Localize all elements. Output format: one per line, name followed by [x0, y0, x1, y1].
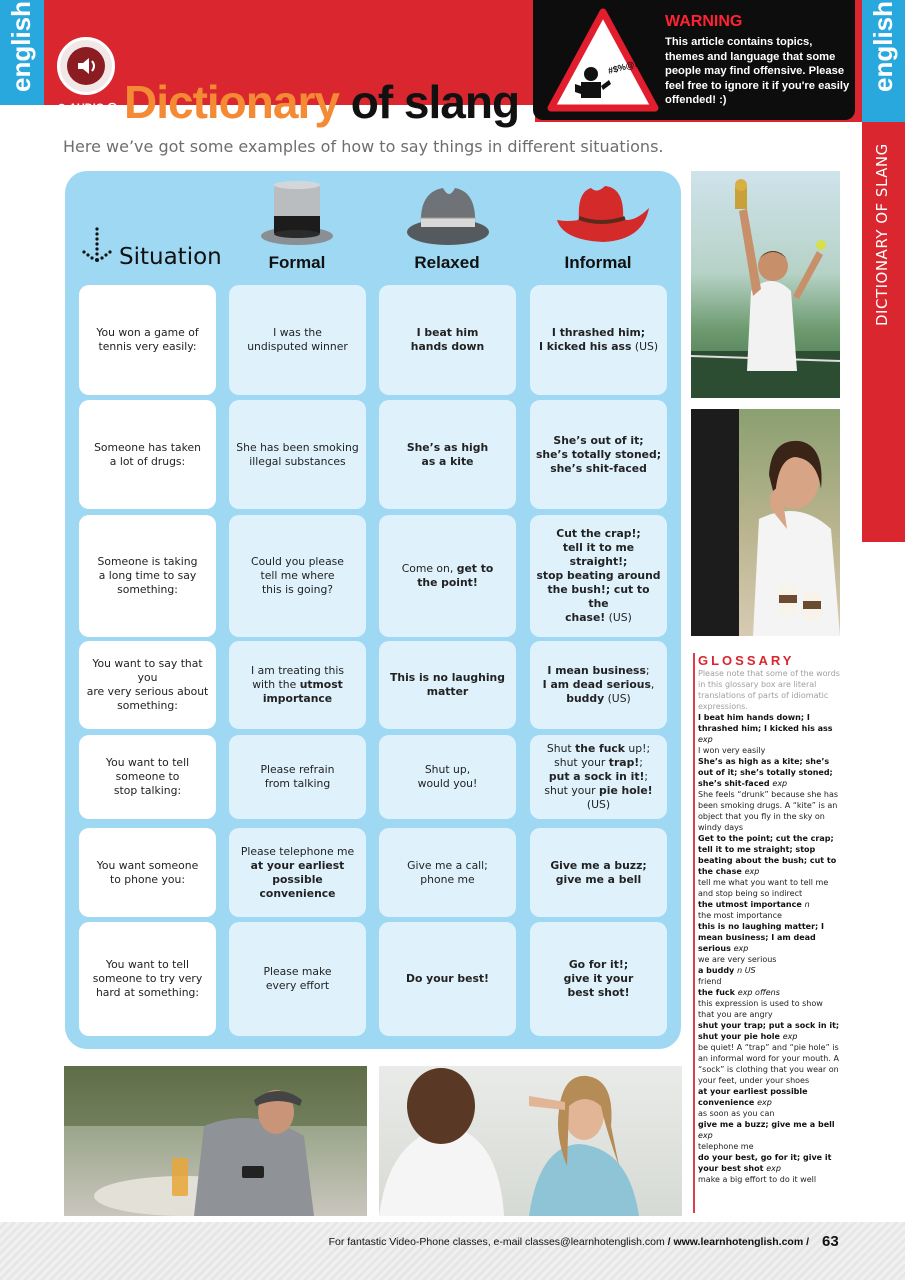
cell-segment: ;	[644, 770, 649, 783]
cell-segment: give it your	[563, 972, 634, 985]
situation-cell-text	[85, 657, 210, 713]
warning-text: This article contains topics, themes and language that some people may find offensive. Please feel free to ignore it if you're easily offended! :)	[665, 36, 850, 106]
cell-line	[402, 562, 494, 576]
cell-line	[539, 326, 658, 340]
cell-segment: best shot!	[567, 986, 630, 999]
relaxed-cell	[379, 735, 516, 819]
relaxed-cell	[379, 828, 516, 917]
cell-line	[251, 555, 344, 569]
cowboy-hat-icon	[553, 180, 653, 250]
glossary-abbreviation: exp	[698, 735, 713, 744]
cell-line	[85, 657, 210, 685]
magazine-logo-left	[0, 0, 44, 122]
situation-cell-text	[93, 958, 203, 1000]
cell-segment: ,	[650, 678, 655, 691]
cell-segment: something:	[117, 583, 178, 596]
glossary-definition: be quiet! A “trap” and “pie hole” is an informal word for your mouth. A “sock” is clothing that you wear on your feet, under your shoes	[698, 1043, 839, 1085]
cell-segment: I am treating this	[251, 664, 344, 677]
situation-cell	[79, 922, 216, 1036]
cell-segment: Could you please	[251, 555, 344, 568]
cell-line	[418, 763, 478, 777]
cell-segment: Please telephone me	[240, 844, 355, 858]
cell-segment: Please refrain	[260, 763, 335, 776]
cell-segment: She has been smoking	[236, 440, 359, 454]
formal-cell-text	[235, 845, 360, 901]
formal-cell	[229, 285, 366, 395]
cell-segment: to phone you:	[110, 872, 185, 886]
cell-segment: someone to try very	[92, 972, 203, 985]
title-part-1: Dictionary	[124, 76, 339, 128]
cell-line	[564, 972, 634, 986]
glossary-term-text: the utmost importance	[698, 900, 802, 909]
cell-line	[543, 664, 655, 678]
glossary-definition: friend	[698, 977, 722, 986]
cell-line	[98, 555, 198, 569]
cell-line	[550, 859, 646, 873]
audio-button[interactable]	[57, 37, 115, 95]
cell-line	[536, 742, 661, 756]
cell-segment: undisputed winner	[247, 340, 348, 353]
cell-segment: chase!	[565, 611, 606, 624]
bored-woman-photo	[691, 409, 840, 636]
cell-line	[96, 326, 198, 340]
relaxed-cell-text	[411, 326, 484, 354]
cell-line	[106, 770, 189, 784]
cell-segment: this is going?	[261, 583, 334, 596]
glossary-term	[698, 987, 840, 998]
cell-segment: You won a game of	[96, 326, 199, 339]
cell-line	[235, 845, 360, 859]
page-title	[124, 76, 519, 128]
glossary-entries	[698, 712, 840, 1185]
glossary-note: Please note that some of the words in this glossary box are literal translations of parts of idiomatic expressions.	[698, 669, 840, 711]
informal-cell	[530, 641, 667, 729]
cell-line	[97, 859, 198, 873]
cell-segment: at your earliest	[250, 858, 345, 872]
cell-line	[536, 611, 661, 625]
informal-cell-text	[539, 326, 658, 354]
informal-cell	[530, 828, 667, 917]
relaxed-cell-text	[407, 441, 488, 469]
logo-text: english	[6, 0, 36, 92]
glossary-term	[698, 1119, 840, 1141]
cell-line	[536, 583, 661, 611]
glossary-term-text: shut your trap; put a sock in it; shut your pie hole	[698, 1021, 840, 1041]
glossary-abbreviation: exp	[782, 1032, 798, 1041]
cell-line	[543, 692, 655, 706]
cell-line	[236, 455, 358, 469]
footer-contact: For fantastic Video-Phone classes, e-mail classes@learnhotenglish.com	[328, 1236, 665, 1248]
cell-segment: utmost	[299, 678, 343, 691]
cell-segment: hard at something:	[95, 986, 200, 999]
cell-line	[98, 569, 198, 583]
cell-segment: pie hole!	[599, 784, 653, 797]
cell-segment: someone to	[115, 770, 180, 783]
cell-line	[247, 340, 348, 354]
side-section-label: DICTIONARY OF SLANG	[873, 143, 891, 326]
arguing-women-photo	[379, 1066, 682, 1216]
cell-line	[93, 986, 203, 1000]
cell-segment: every effort	[265, 979, 330, 992]
formal-cell	[229, 515, 366, 637]
cell-line	[247, 326, 348, 340]
tennis-player-photo	[691, 171, 840, 398]
cell-segment: from talking	[264, 777, 331, 790]
glossary-term-text: a buddy	[698, 966, 735, 975]
cell-line	[407, 441, 488, 455]
formal-cell-text	[263, 965, 331, 993]
cell-segment: Give me a buzz;	[550, 858, 647, 872]
glossary-definition: tell me what you want to tell me and stop being so indirect	[698, 878, 829, 898]
informal-cell-text	[536, 527, 661, 625]
cell-line	[390, 671, 505, 685]
cell-segment: give me a bell	[555, 872, 642, 886]
headphones-icon: ☊	[107, 102, 118, 114]
cell-line	[93, 958, 203, 972]
cell-line	[236, 441, 358, 455]
cell-segment: I beat him	[416, 326, 479, 339]
glossary-term	[698, 965, 840, 976]
cell-line	[97, 873, 198, 887]
cell-segment: she’s totally stoned;	[536, 447, 662, 461]
informal-cell	[530, 735, 667, 819]
glossary-term-text: at your earliest possible convenience	[698, 1087, 808, 1107]
formal-cell-text	[251, 664, 344, 706]
cell-line	[536, 462, 661, 476]
formal-cell-text	[236, 441, 358, 469]
cell-line	[85, 685, 210, 699]
cell-line	[550, 873, 646, 887]
footer	[0, 1222, 905, 1280]
cell-line	[93, 972, 203, 986]
cell-line	[536, 527, 661, 541]
cell-segment: You want someone	[96, 858, 199, 872]
situation-cell	[79, 828, 216, 917]
formal-column-header: Formal	[268, 253, 326, 272]
cell-segment: You want to tell	[105, 756, 190, 769]
audio-label-text: AUDIO	[68, 102, 105, 114]
man-with-phone-photo	[64, 1066, 367, 1216]
cell-line	[536, 569, 661, 583]
cell-line	[251, 678, 344, 692]
situation-column-header: Situation	[119, 244, 222, 270]
formal-cell-text	[247, 326, 348, 354]
situation-cell	[79, 735, 216, 819]
cell-line	[536, 756, 661, 770]
title-part-2: of slang	[350, 76, 520, 128]
cell-segment: get to	[456, 562, 494, 575]
cell-line	[406, 972, 489, 986]
cell-segment: hands down	[410, 340, 485, 353]
glossary-term	[698, 921, 840, 954]
glossary-definition: as soon as you can	[698, 1109, 775, 1118]
formal-cell	[229, 828, 366, 917]
cell-line	[263, 979, 331, 993]
cell-segment: Come on,	[401, 562, 457, 575]
cell-segment: I am dead serious	[542, 678, 651, 691]
cell-segment: You want to say that you	[92, 657, 203, 684]
glossary-term	[698, 712, 840, 745]
cell-segment: tell me where	[260, 569, 335, 582]
cell-segment: importance	[262, 692, 333, 705]
glossary-title: GLOSSARY	[698, 653, 795, 668]
glossary-abbreviation: exp	[733, 944, 749, 953]
cell-segment: a lot of drugs:	[109, 454, 186, 468]
glossary-term	[698, 1020, 840, 1042]
glossary-definition: telephone me	[698, 1142, 754, 1151]
relaxed-cell-text	[402, 562, 494, 590]
footer-text	[329, 1236, 809, 1248]
situation-cell	[79, 400, 216, 509]
relaxed-cell-text	[406, 972, 489, 986]
cell-line	[564, 958, 634, 972]
cell-line	[564, 986, 634, 1000]
informal-cell-text	[564, 958, 634, 1000]
cell-segment: ;	[645, 664, 650, 677]
cell-line	[251, 569, 344, 583]
cell-segment: (US)	[631, 340, 659, 353]
informal-cell-text	[536, 434, 661, 476]
glossary-term-text: Get to the point; cut the crap; tell it to me straight; stop beating about the bush; cut to the chase	[698, 834, 837, 876]
cell-segment: stop talking:	[113, 784, 182, 797]
cell-segment: I kicked his ass	[538, 340, 632, 353]
down-arrow-icon	[80, 226, 114, 268]
relaxed-cell	[379, 515, 516, 637]
cell-line	[543, 678, 655, 692]
glossary-definition: She feels “drunk” because she has been smoking drugs. A “kite” is an object that you fly in the sky on windy days	[698, 790, 839, 832]
cell-segment: Shut	[546, 742, 576, 755]
man-with-phone-illustration	[64, 1066, 367, 1216]
cell-segment: shut your	[544, 784, 600, 797]
cell-line	[407, 455, 488, 469]
glossary-definition: we are very serious	[698, 955, 777, 964]
informal-cell-text	[536, 742, 661, 812]
situation-cell-text	[96, 326, 198, 354]
informal-cell-text	[543, 664, 655, 706]
cell-segment: with the	[252, 678, 300, 691]
cell-line	[536, 541, 661, 569]
cell-line	[106, 756, 189, 770]
cell-segment: the fuck	[575, 742, 625, 755]
cell-segment: Shut up,	[424, 763, 471, 776]
formal-cell	[229, 922, 366, 1036]
glossary-term	[698, 756, 840, 789]
cell-segment: as a kite	[421, 454, 474, 468]
cell-segment: This is no laughing	[390, 671, 505, 684]
cell-segment: (US)	[586, 798, 611, 811]
cell-segment: Do your best!	[406, 972, 489, 985]
formal-cell-text	[251, 555, 344, 597]
page-number: 63	[822, 1233, 839, 1250]
formal-cell	[229, 735, 366, 819]
cell-segment: (US)	[605, 611, 632, 624]
cell-segment: I was the	[273, 326, 322, 339]
cell-line	[539, 340, 658, 354]
cell-line	[235, 873, 360, 901]
cell-line	[98, 583, 198, 597]
cell-line	[260, 763, 334, 777]
cell-line	[263, 965, 331, 979]
cell-line	[251, 692, 344, 706]
cell-line	[94, 455, 201, 469]
situation-cell-text	[94, 441, 201, 469]
cell-segment: Give me a call;	[407, 858, 488, 872]
cell-line	[407, 859, 488, 873]
cell-line	[390, 685, 505, 699]
fedora-hat-icon	[405, 182, 491, 248]
cell-segment: Go for it!;	[568, 958, 629, 971]
cell-line	[402, 576, 494, 590]
informal-cell	[530, 285, 667, 395]
glossary-term-text: this is no laughing matter; I mean business; I am dead serious	[698, 922, 824, 953]
situation-cell-text	[98, 555, 198, 597]
sign-text: #$%@!	[606, 58, 639, 76]
cell-segment: something:	[117, 699, 178, 712]
cell-segment: she’s shit-faced	[550, 461, 647, 475]
glossary-term	[698, 899, 840, 910]
cell-segment: Someone has taken	[94, 440, 201, 454]
situation-cell	[79, 641, 216, 729]
bored-woman-illustration	[691, 409, 840, 636]
cell-segment: stop beating around	[536, 569, 661, 582]
cell-segment: a long time to say	[98, 569, 197, 582]
cell-segment: buddy	[566, 692, 605, 705]
glossary-definition: make a big effort to do it well	[698, 1175, 817, 1184]
cell-segment: matter	[426, 685, 469, 698]
cell-segment: possible convenience	[259, 872, 336, 900]
cell-line	[260, 777, 334, 791]
top-hat-icon	[258, 180, 336, 248]
cell-segment: I thrashed him;	[551, 326, 646, 339]
speaker-icon	[69, 49, 103, 83]
situation-cell	[79, 285, 216, 395]
cell-line	[418, 777, 478, 791]
cell-line	[106, 784, 189, 798]
glossary-abbreviation: exp	[772, 779, 788, 788]
cell-segment: illegal substances	[249, 454, 346, 468]
relaxed-cell-text	[407, 859, 488, 887]
cell-segment: phone me	[420, 872, 475, 886]
cell-segment: shut your	[554, 756, 609, 769]
footer-url[interactable]: / www.learnhotenglish.com /	[667, 1236, 809, 1248]
cell-line	[251, 583, 344, 597]
relaxed-cell-text	[418, 763, 478, 791]
cell-segment: She’s out of it;	[553, 433, 644, 447]
cell-segment: Please make	[263, 965, 332, 978]
cell-segment: You want to tell	[105, 958, 190, 971]
glossary-abbreviation: exp	[766, 1164, 781, 1173]
cell-line	[536, 784, 661, 812]
relaxed-cell-text	[390, 671, 505, 699]
informal-cell	[530, 400, 667, 509]
cell-line	[411, 340, 484, 354]
formal-cell	[229, 641, 366, 729]
cell-line	[94, 441, 201, 455]
glossary-term-text: do your best, go for it; give it your best shot	[698, 1153, 832, 1173]
cell-segment: tennis very easily:	[98, 340, 197, 353]
situation-cell	[79, 515, 216, 637]
warning-title: WARNING	[665, 13, 743, 30]
cell-segment: (US)	[604, 692, 631, 705]
cell-segment: Someone is taking	[97, 555, 198, 568]
cell-segment: Cut the crap!;	[556, 527, 641, 540]
glossary-abbreviation: exp	[698, 1131, 713, 1140]
glossary-definition: I won very easily	[698, 746, 766, 755]
cell-line	[536, 448, 661, 462]
glossary-abbreviation: exp	[757, 1098, 772, 1107]
logo-text: english	[868, 0, 898, 92]
situation-cell-text	[97, 859, 198, 887]
glossary-term-text: I beat him hands down; I thrashed him; I kicked his ass	[698, 713, 833, 733]
cell-line	[536, 434, 661, 448]
glossary-term-text: She’s as high as a kite; she’s out of it; she’s totally stoned; she’s shit-faced	[698, 757, 833, 788]
cell-segment: I mean business	[547, 664, 646, 677]
cell-segment: tell it to me straight!;	[562, 541, 635, 568]
cell-line	[85, 699, 210, 713]
glossary-abbreviation: exp	[744, 867, 760, 876]
relaxed-cell	[379, 922, 516, 1036]
informal-cell	[530, 922, 667, 1036]
cell-segment: are very serious about	[86, 685, 209, 698]
informal-cell	[530, 515, 667, 637]
magazine-logo-right	[862, 0, 905, 122]
glossary-term	[698, 833, 840, 877]
cell-segment: put a sock in it!	[548, 770, 645, 783]
formal-cell	[229, 400, 366, 509]
warning-sign-icon	[547, 8, 659, 112]
cell-segment: up!;	[625, 742, 651, 755]
cell-line	[411, 326, 484, 340]
glossary-term	[698, 1086, 840, 1108]
cell-segment: trap!	[608, 756, 640, 769]
glossary-abbreviation: n	[804, 900, 810, 909]
relaxed-cell	[379, 285, 516, 395]
glossary-box	[693, 653, 840, 1213]
cell-line	[235, 859, 360, 873]
play-icon: ⊕	[57, 102, 67, 114]
formal-cell-text	[260, 763, 334, 791]
glossary-abbreviation: n US	[737, 966, 756, 975]
cell-segment: ;	[639, 756, 643, 769]
cell-line	[536, 770, 661, 784]
cell-line	[407, 873, 488, 887]
arguing-women-illustration	[379, 1066, 682, 1216]
relaxed-cell	[379, 641, 516, 729]
cell-segment: the point!	[417, 576, 478, 589]
glossary-definition: the most importance	[698, 911, 782, 920]
relaxed-column-header: Relaxed	[414, 253, 480, 272]
informal-column-header: Informal	[564, 253, 632, 272]
tennis-player-illustration	[691, 171, 840, 398]
glossary-abbreviation: exp offens	[737, 988, 780, 997]
cell-line	[96, 340, 198, 354]
audio-label	[57, 101, 117, 114]
intro-text: Here we’ve got some examples of how to say things in different situations.	[63, 137, 664, 156]
relaxed-cell	[379, 400, 516, 509]
cell-line	[251, 664, 344, 678]
glossary-definition: this expression is used to show that you are angry	[698, 999, 823, 1019]
informal-cell-text	[550, 859, 646, 887]
situation-cell-text	[106, 756, 189, 798]
cell-segment: She’s as high	[406, 440, 489, 454]
glossary-term-text: give me a buzz; give me a bell	[698, 1120, 835, 1129]
glossary-term-text: the fuck	[698, 988, 735, 997]
cell-segment: would you!	[417, 777, 478, 790]
glossary-term	[698, 1152, 840, 1174]
cell-segment: the bush!; cut to the	[547, 583, 650, 610]
